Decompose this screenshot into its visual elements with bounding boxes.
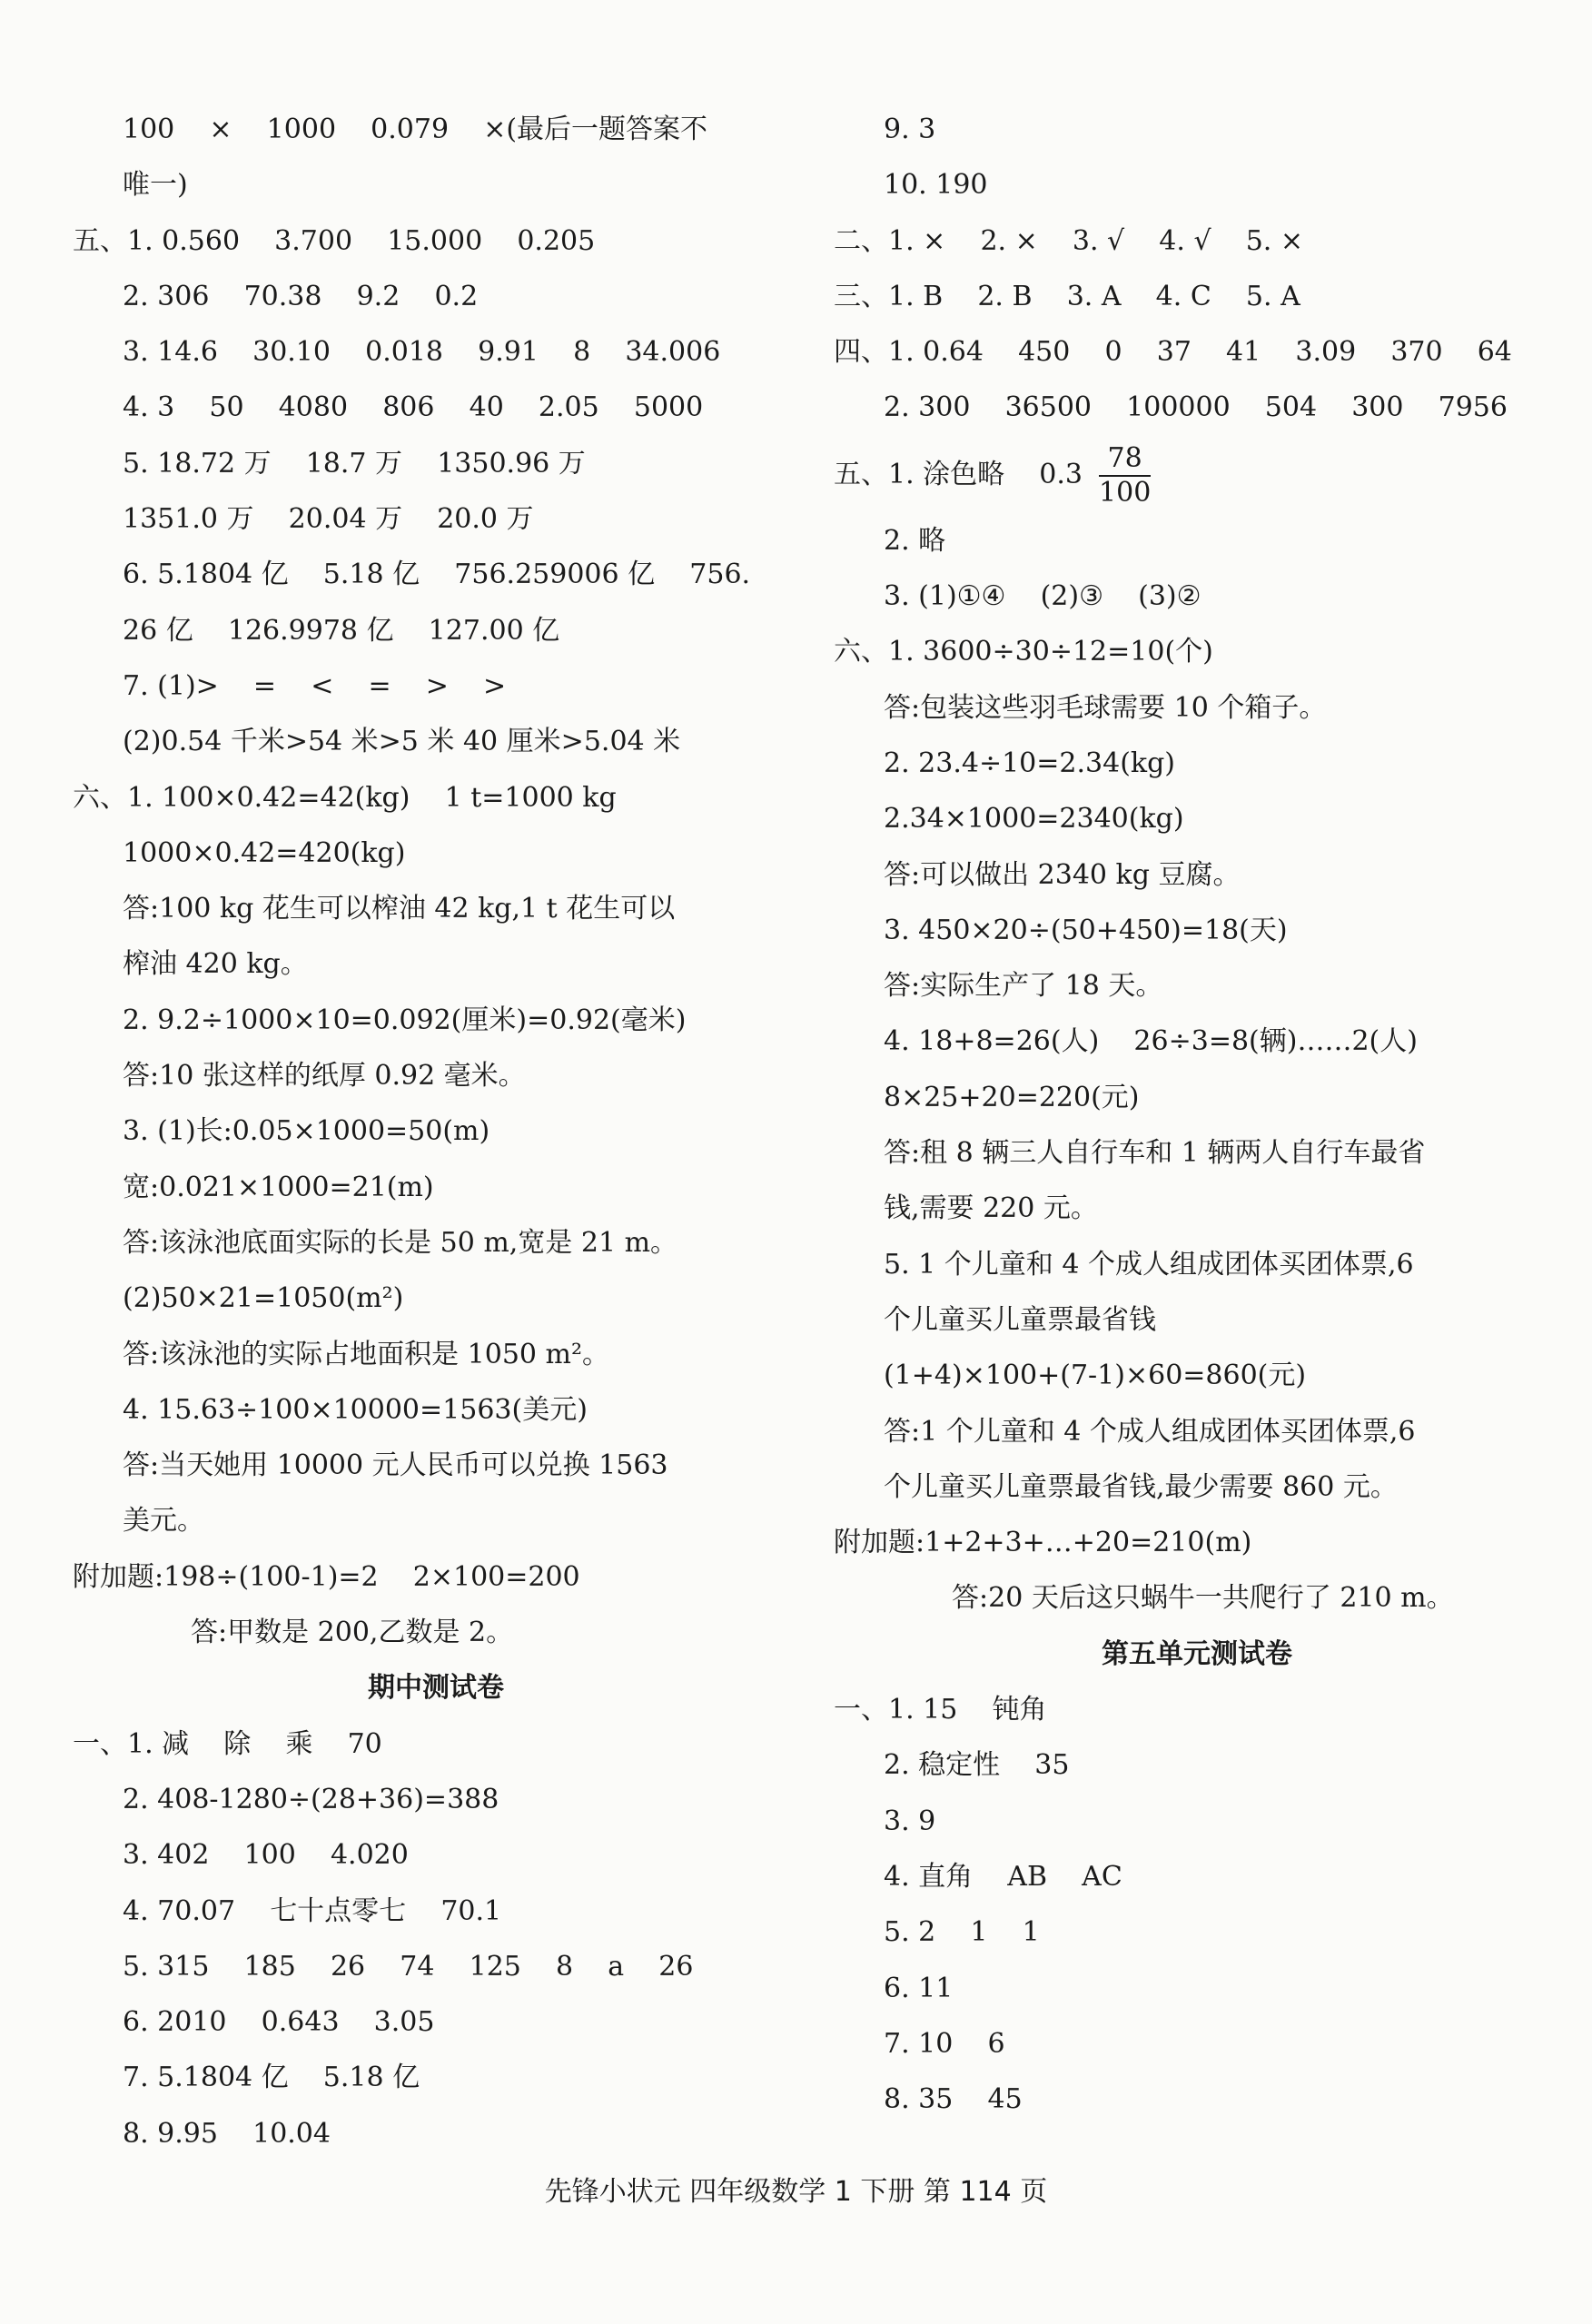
answer-text: 3. 14.6 30.10 0.018 9.91 8 34.006: [123, 336, 721, 369]
answer-line: [834, 1237, 1560, 1292]
answer-text: 答:1 个儿童和 4 个成人组成团体买团体票,6: [884, 1415, 1416, 1448]
answer-line: [73, 603, 799, 658]
fraction-denominator: 100: [1099, 476, 1152, 509]
answer-text: 唯一): [123, 169, 188, 202]
answer-line: [834, 157, 1560, 213]
answer-text: 4. 直角 AB AC: [884, 1860, 1122, 1893]
answer-line: [834, 269, 1560, 324]
answer-line: [73, 1438, 799, 1493]
answer-text: 5. 2 1 1: [884, 1916, 1040, 1949]
answer-text: (1+4)×100+(7-1)×60=860(元): [884, 1360, 1307, 1392]
answer-line: [73, 1939, 799, 1994]
answer-text: 4. 70.07 七十点零七 70.1: [123, 1894, 502, 1927]
answer-line: [73, 102, 799, 157]
answer-text: 个儿童买儿童票最省钱: [884, 1303, 1156, 1336]
answer-text: 答:租 8 辆三人自行车和 1 辆两人自行车最省: [884, 1137, 1426, 1170]
answer-line: [834, 1292, 1560, 1348]
answer-text: 六、1. 100×0.42=42(kg) 1 t=1000 kg: [73, 781, 617, 814]
answer-line: [73, 324, 799, 380]
answer-line: [73, 1994, 799, 2050]
answer-line: [73, 714, 799, 769]
answer-text: 一、1. 15 钝角: [834, 1694, 1047, 1726]
answer-line: [73, 1382, 799, 1438]
answer-line: [834, 569, 1560, 624]
answer-text: 六、1. 3600÷30÷12=10(个): [834, 636, 1213, 668]
answer-line: [834, 1794, 1560, 1849]
answer-line: [834, 624, 1560, 679]
answer-text: 五、1. 涂色略 0.3: [834, 458, 1083, 490]
answer-line: [73, 1772, 799, 1827]
answer-line: [834, 1904, 1560, 1960]
answer-text: 6. 2010 0.643 3.05: [123, 2006, 435, 2039]
answer-line: [73, 213, 799, 269]
answer-line: [73, 936, 799, 992]
answer-line: [834, 2072, 1560, 2127]
section-heading: [73, 1660, 799, 1716]
answer-text: 2. 306 70.38 9.2 0.2: [123, 280, 479, 312]
answer-text: 5. 315 185 26 74 125 8 a 26: [123, 1950, 694, 1983]
answer-text: 2.34×1000=2340(kg): [884, 803, 1184, 836]
answer-text: 9. 3: [884, 114, 936, 145]
answer-text: 2. 300 36500 100000 504 300 7956: [884, 391, 1508, 424]
answer-line: [834, 1014, 1560, 1069]
answer-line: [834, 1570, 1560, 1626]
answer-text: 2. 略: [884, 524, 946, 557]
answer-text: 二、1. × 2. × 3. √ 4. √ 5. ×: [834, 224, 1304, 257]
page-footer: 先锋小状元 四年级数学 1 下册 第 114 页: [544, 2176, 1048, 2208]
answer-line: [834, 513, 1560, 569]
answer-line: [834, 102, 1560, 157]
answer-text: 3. 9: [884, 1805, 936, 1837]
answer-line: [834, 1070, 1560, 1125]
answer-line: [73, 1884, 799, 1939]
answer-line: [834, 1348, 1560, 1403]
answer-text: 宽:0.021×1000=21(m): [123, 1171, 434, 1203]
answer-text: 7. (1)> = < = > >: [123, 669, 507, 702]
answer-line: [834, 1125, 1560, 1181]
answer-text: 5. 1 个儿童和 4 个成人组成团体买团体票,6: [884, 1248, 1414, 1281]
answer-text: 3. (1)①④ (2)③ (3)②: [884, 580, 1201, 613]
answer-line: [73, 770, 799, 826]
answer-text: 6. 11: [884, 1972, 954, 2004]
answer-line: [73, 1271, 799, 1326]
answer-text: 7. 5.1804 亿 5.18 亿: [123, 2062, 420, 2094]
answer-line: [834, 791, 1560, 846]
answer-text: 美元。: [123, 1505, 204, 1538]
answer-line: [73, 1827, 799, 1883]
answer-text: 答:20 天后这只蜗牛一共爬行了 210 m。: [952, 1582, 1454, 1615]
answer-text: 2. 9.2÷1000×10=0.092(厘米)=0.92(毫米): [123, 1004, 687, 1036]
answer-line: [73, 1160, 799, 1215]
answer-line: [73, 1327, 799, 1382]
section-heading: [834, 1627, 1560, 1682]
answer-text: 个儿童买儿童票最省钱,最少需要 860 元。: [884, 1470, 1398, 1503]
answer-text: 答:甲数是 200,乙数是 2。: [191, 1617, 514, 1649]
answer-line: [73, 2050, 799, 2105]
answer-line: [73, 547, 799, 602]
answer-line: [73, 1716, 799, 1772]
answer-text: 26 亿 126.9978 亿 127.00 亿: [123, 614, 560, 647]
answer-text: 2. 408-1280÷(28+36)=388: [123, 1783, 499, 1815]
answer-line: [834, 736, 1560, 791]
answer-text: 3. 450×20÷(50+450)=18(天): [884, 914, 1288, 946]
answer-line: [834, 1849, 1560, 1904]
answer-line: [834, 436, 1560, 513]
answer-line: [834, 680, 1560, 736]
answer-line: [834, 1459, 1560, 1515]
answer-line: [834, 903, 1560, 958]
answer-line: [834, 1181, 1560, 1236]
answer-text: 2. 稳定性 35: [884, 1749, 1070, 1782]
answer-text: 10. 190: [884, 169, 988, 202]
answer-text: 三、1. B 2. B 3. A 4. C 5. A: [834, 280, 1300, 312]
answer-line: [834, 324, 1560, 380]
answer-text: 4. 15.63÷100×10000=1563(美元): [123, 1393, 588, 1426]
answer-line: [73, 157, 799, 213]
answer-text: 7. 10 6: [884, 2027, 1005, 2060]
answer-text: 附加题:198÷(100-1)=2 2×100=200: [73, 1560, 580, 1593]
answer-text: 榨油 420 kg。: [123, 948, 308, 981]
answer-line: [834, 1961, 1560, 2016]
answer-line: [834, 1737, 1560, 1793]
fraction: [1099, 442, 1151, 509]
answer-text: 钱,需要 220 元。: [884, 1192, 1098, 1225]
answer-text: 3. 402 100 4.020: [123, 1839, 409, 1872]
answer-line: [73, 436, 799, 491]
answer-line: [73, 380, 799, 435]
answer-text: 附加题:1+2+3+…+20=210(m): [834, 1527, 1252, 1559]
answer-line: [73, 491, 799, 547]
answer-text: 期中测试卷: [368, 1672, 504, 1705]
answer-text: 6. 5.1804 亿 5.18 亿 756.259006 亿 756.: [123, 559, 751, 591]
answer-text: 1000×0.42=420(kg): [123, 836, 406, 869]
answer-text: 4. 18+8=26(人) 26÷3=8(辆)……2(人): [884, 1025, 1418, 1058]
answer-line: [834, 958, 1560, 1014]
answer-text: 100 × 1000 0.079 ×(最后一题答案不: [123, 114, 708, 145]
answer-text: 答:包装这些羽毛球需要 10 个箱子。: [884, 691, 1327, 724]
answer-line: [73, 826, 799, 881]
answer-line: [834, 380, 1560, 435]
answer-text: (2)0.54 千米>54 米>5 米 40 厘米>5.04 米: [123, 726, 681, 758]
answer-text: 答:可以做出 2340 kg 豆腐。: [884, 858, 1241, 891]
answer-text: 答:100 kg 花生可以榨油 42 kg,1 t 花生可以: [123, 893, 676, 925]
answer-text: 4. 3 50 4080 806 40 2.05 5000: [123, 391, 704, 424]
answer-line: [73, 2106, 799, 2161]
answer-line: [834, 2016, 1560, 2072]
answer-text: 1351.0 万 20.04 万 20.0 万: [123, 503, 534, 536]
answer-text: 3. (1)长:0.05×1000=50(m): [123, 1115, 490, 1148]
answer-text: 四、1. 0.64 450 0 37 41 3.09 370 64: [834, 336, 1512, 369]
answer-text: 答:该泳池的实际占地面积是 1050 m²。: [123, 1338, 610, 1370]
answer-text: 2. 23.4÷10=2.34(kg): [884, 747, 1175, 779]
answer-line: [834, 213, 1560, 269]
left-column: [73, 102, 799, 2161]
right-column: [834, 102, 1560, 2127]
answer-line: [834, 847, 1560, 903]
answer-line: [834, 1515, 1560, 1570]
answer-text: (2)50×21=1050(m²): [123, 1282, 404, 1315]
answer-line: [73, 1215, 799, 1271]
answer-line: [73, 1549, 799, 1605]
answer-line: [73, 1605, 799, 1660]
answer-text: 五、1. 0.560 3.700 15.000 0.205: [73, 224, 596, 257]
answer-text: 答:该泳池底面实际的长是 50 m,宽是 21 m。: [123, 1226, 678, 1259]
answer-line: [73, 881, 799, 936]
answer-text: 8. 9.95 10.04: [123, 2117, 331, 2150]
answer-text: 答:实际生产了 18 天。: [884, 970, 1163, 1003]
answer-line: [73, 1493, 799, 1548]
answer-text: 一、1. 减 除 乘 70: [73, 1727, 382, 1760]
answer-text: 答:10 张这样的纸厚 0.92 毫米。: [123, 1060, 526, 1093]
answer-text: 8×25+20=220(元): [884, 1081, 1140, 1113]
answer-text: 8. 35 45: [884, 2083, 1023, 2116]
answer-line: [834, 1682, 1560, 1737]
answer-line: [73, 993, 799, 1048]
answer-line: [73, 1048, 799, 1103]
answer-text: 5. 18.72 万 18.7 万 1350.96 万: [123, 447, 586, 480]
answer-text: 答:当天她用 10000 元人民币可以兑换 1563: [123, 1449, 668, 1482]
answer-line: [73, 269, 799, 324]
answer-line: [73, 658, 799, 714]
fraction-numerator: 78: [1099, 442, 1151, 477]
answer-text: 第五单元测试卷: [1102, 1637, 1292, 1670]
answer-line: [73, 1103, 799, 1159]
answer-line: [834, 1404, 1560, 1459]
